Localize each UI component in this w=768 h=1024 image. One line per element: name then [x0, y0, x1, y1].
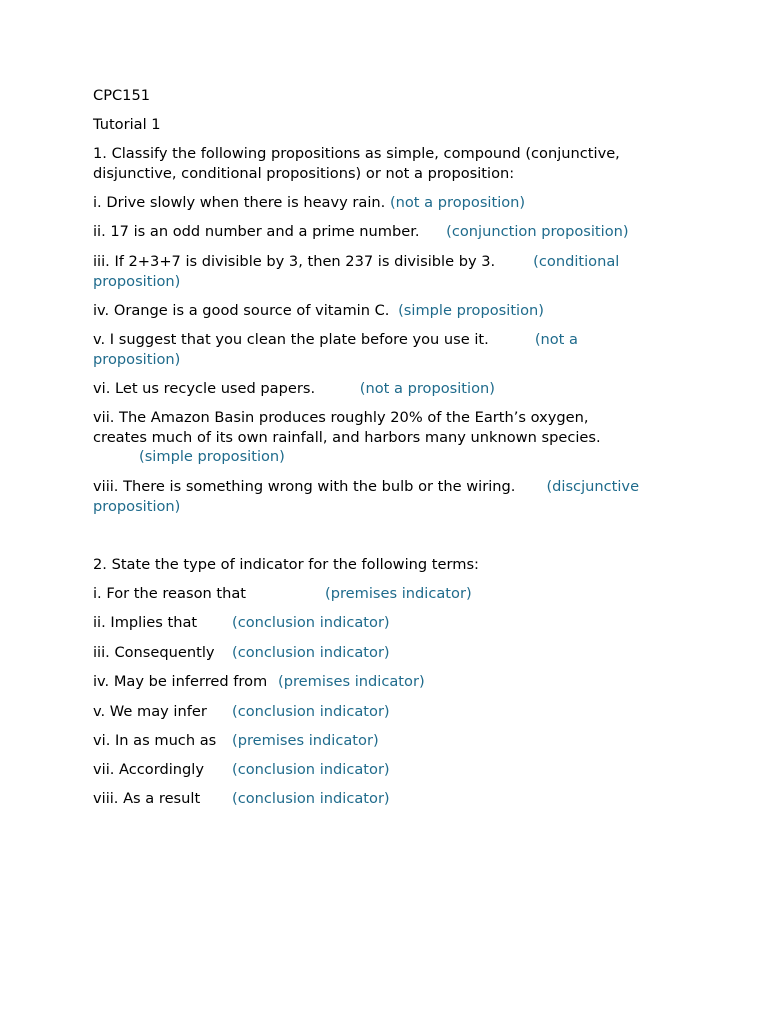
q2-item-term: viii. As a result [93, 790, 201, 807]
q2-item-answer: (conclusion indicator) [232, 703, 390, 720]
q1-item-text: iv. Orange is a good source of vitamin C. [93, 302, 390, 319]
question-1-prompt: 1. Classify the following propositions as simple, compound (conjunctive, disjunctive, conditional propositions) or not a proposition: [93, 145, 620, 182]
q2-item-term: vi. In as much as [93, 732, 217, 749]
q2-item-term: iii. Consequently [93, 644, 215, 661]
q2-item-answer: (conclusion indicator) [232, 790, 390, 807]
q2-item-answer: (conclusion indicator) [232, 644, 390, 661]
q1-item-text: vii. The Amazon Basin produces roughly 20% of the Earth’s oxygen, creates much of its own rainfall, and harbors many unknown species. [93, 409, 601, 446]
q1-item-answer: (simple proposition) [139, 448, 285, 465]
q2-item-term: iv. May be inferred from [93, 673, 268, 690]
q1-item-text: vi. Let us recycle used papers. [93, 380, 316, 397]
q2-item-term: i. For the reason that [93, 585, 247, 602]
course-code: CPC151 [93, 87, 151, 104]
q1-item-text: iii. If 2+3+7 is divisible by 3, then 237 is divisible by 3. [93, 253, 496, 270]
q2-item-term: v. We may infer [93, 703, 207, 720]
q2-item-answer: (premises indicator) [278, 673, 425, 690]
q1-item [93, 477, 675, 516]
q1-item [93, 222, 629, 242]
q2-item-answer: (premises indicator) [325, 585, 472, 602]
q2-item-term: vii. Accordingly [93, 761, 204, 778]
q1-item-answer: (conjunction proposition) [446, 223, 629, 240]
q1-item [93, 193, 525, 213]
q2-item-answer: (conclusion indicator) [232, 614, 390, 631]
q1-item-answer: (conditional proposition) [93, 253, 620, 290]
q1-item [93, 330, 613, 369]
q1-item [93, 408, 638, 467]
q1-item [93, 379, 495, 399]
q2-item-term: ii. Implies that [93, 614, 198, 631]
question-2-prompt: 2. State the type of indicator for the following terms: [93, 556, 479, 573]
q1-item-text: viii. There is something wrong with the bulb or the wiring. [93, 478, 516, 495]
q1-item-answer: (not a proposition) [389, 194, 526, 211]
q1-item [93, 252, 658, 291]
q1-item-text: i. Drive slowly when there is heavy rain. [93, 194, 386, 211]
q1-item-answer: (discjunctive proposition) [93, 478, 640, 515]
q1-item-text: ii. 17 is an odd number and a prime number. [93, 223, 420, 240]
q1-item [93, 301, 544, 321]
q1-item-answer: (not a proposition) [93, 331, 578, 368]
tutorial-title: Tutorial 1 [93, 116, 161, 133]
q1-item-text: v. I suggest that you clean the plate before you use it. [93, 331, 489, 348]
q2-item-answer: (premises indicator) [232, 732, 379, 749]
q1-item-answer: (simple proposition) [398, 302, 544, 319]
q2-item-answer: (conclusion indicator) [232, 761, 390, 778]
q1-item-answer: (not a proposition) [359, 380, 495, 397]
